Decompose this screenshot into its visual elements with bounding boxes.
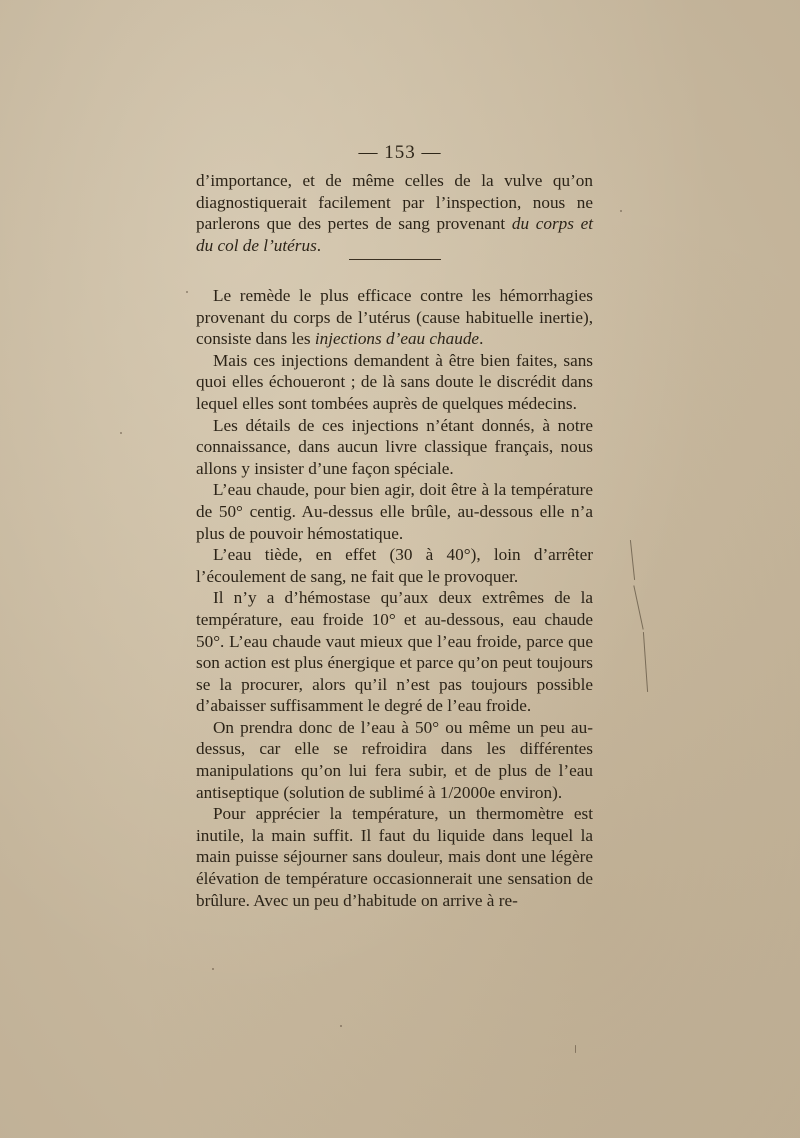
paragraph: Pour apprécier la température, un thermomètre est inutile, la main suffit. Il faut du liquide dans lequel la main puisse séjourner sans douleur, mais dont une légère élévation de température occasionnerait une sensation de brûlure. Avec un peu d’habitude on arrive à re-: [196, 804, 593, 910]
paragraph: Les détails de ces injections n’étant donnés, à notre connaissance, dans aucun livre classique français, nous allons y insister d’une façon spéciale.: [196, 415, 593, 478]
paper-speck: [186, 291, 188, 293]
paragraph: Mais ces injections demandent à être bien faites, sans quoi elles échoueront ; de là sans doute le discrédit dans lequel elles sont tombées auprès de quelques médecins.: [196, 350, 593, 413]
continued-paragraph-block: [196, 170, 593, 256]
paper-speck: [620, 210, 622, 212]
margin-pencil-mark: [643, 632, 648, 692]
italic-term-injections: injections d’eau chaude: [314, 329, 480, 349]
continued-text-start: d’importance, et de même celles de la vulve qu’on diagnostiquerait facilement par l’inspection, nous ne parlerons que des pertes de sang provenant: [196, 171, 593, 234]
paper-speck: [575, 1045, 576, 1053]
paragraph: Il n’y a d’hémostase qu’aux deux extrêmes de la température, eau froide 10° et au-dessous, eau chaude 50°. L’eau chaude vaut mieux que l’eau froide, parce que son action est plus énergique et parce qu’on peut toujours se la procurer, alors qu’il n’est pas toujours possible d’abaisser suffisamment le degré de l’eau froide.: [196, 588, 593, 716]
paragraph-remedy-text: Le remède le plus efficace contre les hémorrhagies provenant du corps de l’utérus (cause habituelle inertie), consiste dans les: [196, 286, 593, 349]
continued-paragraph: [196, 170, 593, 256]
italic-term-col: du col de l’utérus: [196, 235, 317, 255]
paper-speck: [340, 1025, 342, 1027]
paper-speck: [120, 432, 122, 434]
paragraph: On prendra donc de l’eau à 50° ou même un peu au-dessus, car elle se refroidira dans les différentes manipulations qu’on lui fera subir, et de plus de l’eau antiseptique (solution de sublimé à 1/2000e environ).: [196, 717, 593, 802]
page-number: — 153 —: [358, 142, 442, 163]
continued-text-end: .: [316, 235, 322, 255]
section-divider: [349, 259, 441, 260]
italic-term-corps: du corps: [511, 214, 574, 234]
paragraph-remedy-end: .: [479, 329, 484, 349]
paragraph: L’eau chaude, pour bien agir, doit être à la température de 50° centig. Au-dessus elle brûle, au-dessous elle n’a plus de pouvoir hémostatique.: [196, 480, 593, 543]
margin-pencil-mark: [630, 540, 635, 580]
margin-pencil-mark: [633, 585, 643, 629]
italic-conjunction: et: [573, 214, 593, 234]
paragraph: L’eau tiède, en effet (30 à 40°), loin d’arrêter l’écoulement de sang, ne fait que le provoquer.: [196, 545, 593, 586]
main-text-block: [196, 285, 593, 911]
paragraph-remedy: [196, 285, 593, 350]
paper-speck: [212, 968, 214, 970]
